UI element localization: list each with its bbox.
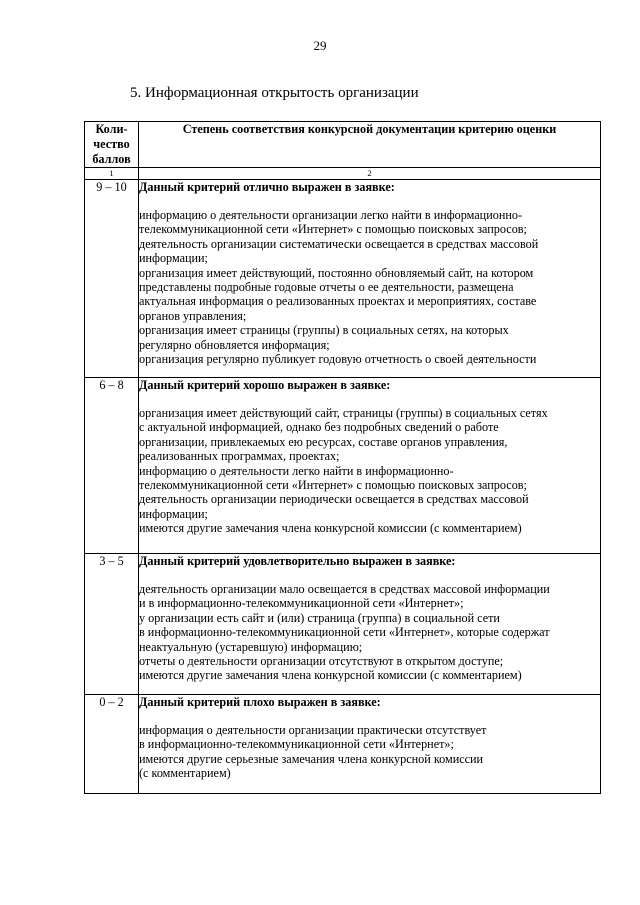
criterion-line: деятельность организации мало освещается в средствах массовой информации bbox=[139, 582, 550, 596]
criterion-line: актуальная информация о реализованных проектах и мероприятиях, составе bbox=[139, 294, 537, 309]
score-range: 9 – 10 bbox=[85, 180, 139, 378]
criterion-line: с актуальной информацией, однако без подробных сведений о работе bbox=[139, 420, 499, 435]
criterion-description bbox=[139, 180, 601, 378]
criterion-line: деятельность организации систематически освещается в средствах массовой bbox=[139, 236, 539, 251]
criteria-table bbox=[84, 121, 601, 794]
criterion-line: организации, привлекаемых ею ресурсах, составе органов управления, bbox=[139, 434, 508, 449]
criterion-lead: Данный критерий удовлетворительно выражен в заявке: bbox=[139, 554, 456, 568]
criterion-line: организация регулярно публикует годовую отчетность о своей деятельности bbox=[139, 352, 537, 367]
criterion-line: в информационно-телекоммуникационной сети «Интернет»; bbox=[139, 737, 454, 752]
criterion-lines bbox=[139, 208, 600, 366]
section-title: 5. Информационная открытость организации bbox=[130, 85, 419, 101]
criterion-line: и в информационно-телекоммуникационной сети «Интернет»; bbox=[139, 596, 464, 611]
criterion-line: отчеты о деятельности организации отсутствуют в открытом доступе; bbox=[139, 654, 504, 669]
criterion-line: регулярно обновляется информация; bbox=[139, 337, 330, 352]
header-score-line: Коли- bbox=[95, 122, 128, 136]
criterion-line: информации; bbox=[139, 251, 208, 266]
header-score-line: чество bbox=[93, 137, 130, 151]
criterion-line: у организации есть сайт и (или) страница (группа) в социальной сети bbox=[139, 610, 500, 625]
table-header-row bbox=[85, 122, 601, 168]
criterion-line: представлены подробные годовые отчеты о ее деятельности, размещена bbox=[139, 280, 514, 295]
criterion-lines bbox=[139, 406, 600, 536]
score-range: 3 – 5 bbox=[85, 554, 139, 695]
criterion-line: (с комментарием) bbox=[139, 766, 231, 781]
column-number: 2 bbox=[139, 168, 601, 180]
table-row bbox=[85, 180, 601, 378]
criterion-line: информацию о деятельности организации легко найти в информационно- bbox=[139, 208, 523, 222]
criterion-line: имеются другие серьезные замечания члена конкурсной комиссии bbox=[139, 751, 484, 766]
criterion-line: организация имеет действующий, постоянно обновляемый сайт, на котором bbox=[139, 265, 534, 280]
column-number-row bbox=[85, 168, 601, 180]
table-row bbox=[85, 378, 601, 554]
header-criterion-column: Степень соответствия конкурсной документации критерию оценки bbox=[139, 122, 601, 168]
score-range: 6 – 8 bbox=[85, 378, 139, 554]
criterion-line: информацию о деятельности легко найти в информационно- bbox=[139, 463, 454, 478]
criterion-line: органов управления; bbox=[139, 308, 247, 323]
table-row bbox=[85, 695, 601, 794]
criterion-lead: Данный критерий плохо выражен в заявке: bbox=[139, 695, 381, 709]
criterion-line: реализованных программах, проектах; bbox=[139, 449, 340, 464]
criterion-line: неактуальную (устаревшую) информацию; bbox=[139, 639, 363, 654]
table-row bbox=[85, 554, 601, 695]
criterion-line: имеются другие замечания члена конкурсной комиссии (с комментарием) bbox=[139, 668, 522, 683]
criterion-lines bbox=[139, 723, 600, 781]
criterion-line: в информационно-телекоммуникационной сети «Интернет», которые содержат bbox=[139, 625, 550, 640]
criterion-line: информация о деятельности организации практически отсутствует bbox=[139, 723, 487, 737]
criterion-description bbox=[139, 554, 601, 695]
criterion-line: информации; bbox=[139, 506, 208, 521]
criterion-line: телекоммуникационной сети «Интернет» с помощью поисковых запросов; bbox=[139, 222, 527, 237]
criterion-line: телекоммуникационной сети «Интернет» с помощью поисковых запросов; bbox=[139, 478, 527, 493]
criterion-description bbox=[139, 695, 601, 794]
criterion-line: имеются другие замечания члена конкурсной комиссии (с комментарием) bbox=[139, 521, 522, 536]
criterion-lead: Данный критерий отлично выражен в заявке: bbox=[139, 180, 395, 194]
criterion-line: организация имеет страницы (группы) в социальных сетях, на которых bbox=[139, 323, 509, 338]
criterion-description bbox=[139, 378, 601, 554]
page-number: 29 bbox=[313, 38, 327, 53]
header-score-line: баллов bbox=[92, 152, 131, 166]
column-number: 1 bbox=[85, 168, 139, 180]
criterion-line: организация имеет действующий сайт, страницы (группы) в социальных сетях bbox=[139, 406, 548, 420]
score-range: 0 – 2 bbox=[85, 695, 139, 794]
header-score-column bbox=[85, 122, 139, 168]
criterion-lead: Данный критерий хорошо выражен в заявке: bbox=[139, 378, 391, 392]
criterion-lines bbox=[139, 582, 600, 683]
criterion-line: деятельность организации периодически освещается в средствах массовой bbox=[139, 492, 529, 507]
